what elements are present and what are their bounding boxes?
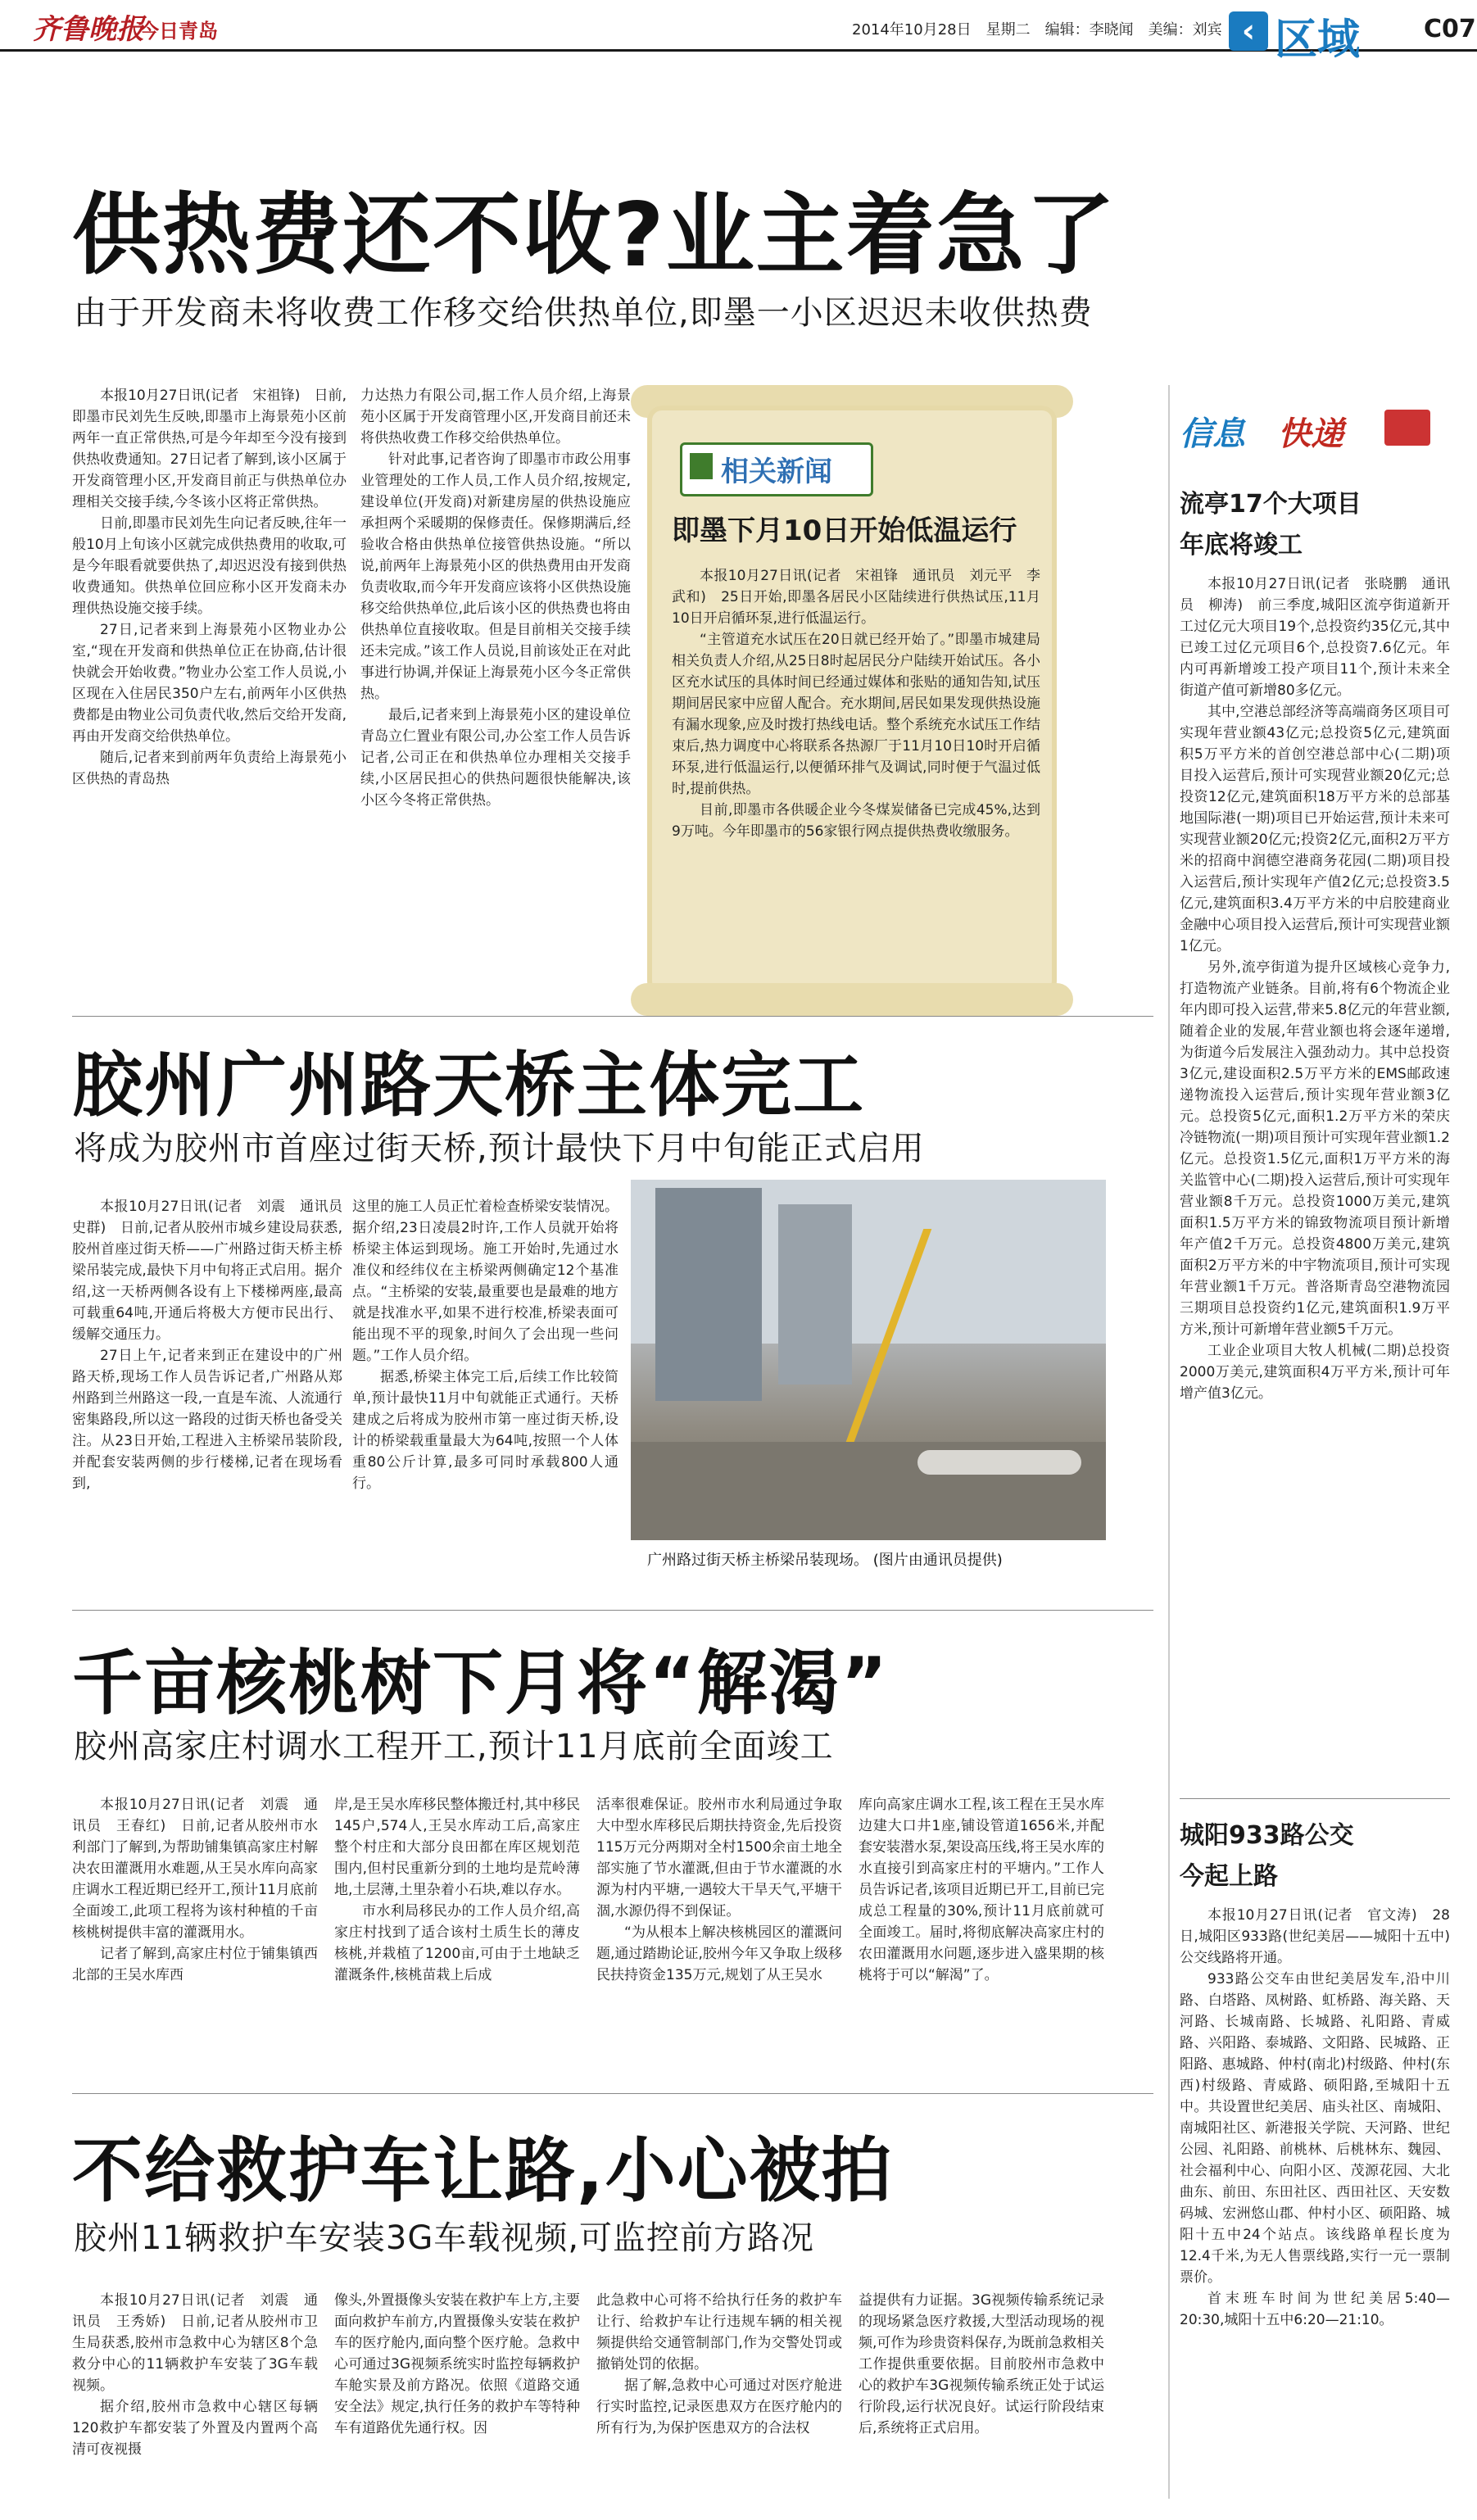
info-banner-red: 快递: [1278, 415, 1343, 453]
article1-col1: [72, 385, 347, 991]
scroll-bottom-roll: [631, 983, 1073, 1016]
paragraph: 随后,记者来到前两年负责给上海景苑小区供热的青岛热: [72, 750, 347, 787]
newspaper-brand: 齐鲁晚报: [33, 13, 144, 46]
section-separator: [72, 2093, 1153, 2094]
article3-col4: [859, 1794, 1104, 2073]
sidebar-news1-title-line2: 年底将竣工: [1180, 531, 1303, 560]
paragraph: 像头,外置摄像头安装在救护车上方,主要面向救护车前方,内置摄像头安装在救护车的医疗舱内,面向整个医疗舱。急救中心可通过3G视频系统实时监控每辆救护车舱实景及前方路况。依照《道路交通安全法》规定,执行任务的救护车等特种车有道路优先通行权。因: [334, 2292, 580, 2436]
photo-caption: 广州路过街天桥主桥梁吊装现场。 (图片由通讯员提供): [647, 1552, 1003, 1569]
related-news-body: [672, 565, 1040, 975]
paragraph: 据悉,桥梁主体完工后,后续工作比较简单,预计最快11月中旬就能正式通行。天桥建成之后将成为胶州市第一座过街天桥,设计的桥梁载重量最大为64吨,按照一个人体重80公斤计算,最多可同时承载800人通行。: [352, 1369, 618, 1492]
pencil-icon: [690, 453, 713, 479]
sidebar-news1-title-line1: 流亭17个大项目: [1180, 490, 1361, 519]
section-separator: [72, 1610, 1153, 1611]
article3-headline: 千亩核桃树下月将“解渴”: [72, 1643, 890, 1725]
paragraph: “主管道充水试压在20日就已经开始了。”即墨市城建局相关负责人介绍,从25日8时起居民分户陆续开始试压。各小区充水试压的具体时间已经通过媒体和张贴的通知告知,试压期间居民家中应留人配合。充水期间,居民如果发现供热设施有漏水现象,应及时拨打热线电话。整个系统充水试压工作结束后,热力调度中心将联系各热源厂于11月10日10时开启循环泵,进行低温运行,以便循环排气及调试,同时便于气温过低时,提前供热。: [672, 632, 1040, 797]
article3-subhead: 胶州高家庄村调水工程开工,预计11月底前全面竣工: [74, 1728, 834, 1765]
article4-col1: [72, 2290, 318, 2511]
article1-headline: 供热费还不收?业主着急了: [72, 184, 1117, 287]
photo-building: [655, 1188, 762, 1401]
article2-col2: [352, 1196, 618, 1589]
related-news-title: 即墨下月10日开始低温运行: [672, 514, 1017, 547]
paragraph: 本报10月27日讯(记者 宋祖锋) 日前,即墨市民刘先生反映,即墨市上海景苑小区前两年一直正常供热,可是今年却至今没有接到供热收费通知。27日记者了解到,该小区属于开发商管理小区,开发商目前正与供热单位办理相关交接手续,今冬该小区将正常供热。: [72, 388, 347, 510]
paragraph: 这里的施工人员正忙着检查桥梁安装情况。据介绍,23日凌晨2时许,工作人员就开始将桥梁主体运到现场。施工开始时,先通过水准仪和经纬仪在主桥梁两侧确定12个基准点。“主桥梁的安装,最重要也是最难的地方就是找准水平,如果不进行校准,桥梁表面可能出现不平的现象,时间久了会出现一些问题。”工作人员介绍。: [352, 1199, 618, 1364]
sidebar-news2-body: [1180, 1905, 1450, 2507]
section-label: 区域: [1275, 16, 1361, 65]
paragraph: 本报10月27日讯(记者 张晓鹏 通讯员 柳涛) 前三季度,城阳区流亭街道新开工过亿元大项目19个,总投资约35亿元,其中已竣工过亿元项目6个,总投资7.6亿元。年内可再新增竣工投产项目11个,预计未来全街道产值可新增80多亿元。: [1180, 576, 1450, 699]
paragraph: 此急救中心可将不给执行任务的救护车让行、给救护车让行违规车辆的相关视频提供给交通管制部门,作为交警处罚或撤销处罚的依据。: [596, 2292, 842, 2373]
sidebar-separator: [1180, 1798, 1450, 1799]
sidebar-news2-title-line2: 今起上路: [1180, 1862, 1278, 1891]
page-number: C07: [1424, 15, 1476, 43]
paragraph: 日前,即墨市民刘先生向记者反映,往年一般10月上旬该小区就完成供热费用的收取,可是今年眼看就要供热了,却迟迟没有接到供热收费通知。供热单位回应称小区开发商未办理供热设施交接手续。: [72, 515, 347, 617]
article2-col1: [72, 1196, 356, 1589]
paragraph: 据了解,急救中心可通过对医疗舱进行实时监控,记录医患双方在医疗舱内的所有行为,为保护医患双方的合法权: [596, 2377, 842, 2436]
paragraph: 另外,流亭街道为提升区域核心竞争力,打造物流产业链条。目前,将有6个物流企业年内即可投入运营,带来5.8亿元的年营业额,随着企业的发展,年营业额也将会逐年递增,为街道今后发展注入强劲动力。其中总投资3亿元,建设面积2.5万平方米的EMS邮政速递物流投入运营后,预计实现年营业额3亿元。总投资5亿元,面积1.2万平方米的荣庆冷链物流(一期)项目预计可实现年营业额1.2亿元。总投资1.5亿元,面积1万平方米的海关监管中心(二期)投入运营后,预计可实现年营业额8千万元。总投资1000万美元,建筑面积1.5万平方米的锦致物流项目预计新增年产值2千万元。总投资4800万美元,建筑面积2万平方米的中宇物流项目,预计可实现年营业额1千万元。普洛斯青岛空港物流园三期项目总投资约1亿元,建筑面积1.9万平方米,预计可新增年营业额5千万元。: [1180, 959, 1450, 1338]
article2-subhead: 将成为胶州市首座过街天桥,预计最快下月中旬能正式启用: [74, 1130, 925, 1167]
paragraph: 本报10月27日讯(记者 刘震 通讯员 王春红) 日前,记者从胶州市水利部门了解到,为帮助铺集镇高家庄村解决农田灌溉用水难题,从王吴水库向高家庄调水工程近期已经开工,预计11月底前全面竣工,此项工程将为该村种植的千亩核桃树提供丰富的灌溉用水。: [72, 1797, 318, 1941]
paragraph: 市水利局移民办的工作人员介绍,高家庄村找到了适合该村土质生长的薄皮核桃,并栽植了1200亩,可由于土地缺乏灌溉条件,核桃苗栽上后成: [334, 1903, 580, 1983]
article3-col2: [334, 1794, 580, 2073]
paragraph: 据介绍,胶州市急救中心辖区每辆120救护车都安装了外置及内置两个高清可夜视摄: [72, 2399, 318, 2458]
paragraph: 岸,是王吴水库移民整体搬迁村,其中移民145户,574人,王吴水库动工后,高家庄整个村庄和大部分良田都在库区规划范围内,但村民重新分到的土地均是荒岭薄地,土层薄,土里杂着小石块,难以存水。: [334, 1797, 580, 1898]
photo-bridge-beam: [917, 1450, 1081, 1475]
paragraph: 本报10月27日讯(记者 宋祖锋 通讯员 刘元平 李武和) 25日开始,即墨各居民小区陆续进行供热试压,11月10日开启循环泵,进行低温运行。: [672, 568, 1040, 627]
paragraph: 工业企业项目大牧人机械(二期)总投资2000万美元,建筑面积4万平方米,预计可年增产值3亿元。: [1180, 1343, 1450, 1402]
paragraph: 27日,记者来到上海景苑小区物业办公室,“现在开发商和供热单位正在协商,估计很快就会开始收费。”物业办公室工作人员说,小区现在入住居民350户左右,前两年小区供热费都是由物业公司负责代收,然后交给开发商,再由开发商交给供热单位。: [72, 622, 347, 745]
paragraph: 本报10月27日讯(记者 官文涛) 28日,城阳区933路(世纪美居——城阳十五中)公交线路将开通。: [1180, 1907, 1450, 1966]
back-arrow-icon: ‹: [1229, 11, 1268, 51]
article2-headline: 胶州广州路天桥主体完工: [72, 1045, 865, 1126]
paragraph: 力达热力有限公司,据工作人员介绍,上海景苑小区属于开发商管理小区,开发商目前还未将供热收费工作移交给供热单位。: [360, 388, 631, 446]
sidebar-news2-title-line1: 城阳933路公交: [1180, 1821, 1354, 1850]
paragraph: 本报10月27日讯(记者 刘震 通讯员 王秀娇) 日前,记者从胶州市卫生局获悉,胶州市急救中心为辖区8个急救分中心的11辆救护车安装了3G车载视频。: [72, 2292, 318, 2394]
paragraph: 933路公交车由世纪美居发车,沿中川路、白塔路、凤树路、虹桥路、海关路、天河路、长城南路、长城路、礼阳路、青威路、兴阳路、泰城路、文阳路、民城路、正阳路、惠城路、仲村(南北)村级路、仲村(东西)村级路、青威路、硕阳路,至城阳十五中。共设置世纪美居、庙头社区、南城阳、南城阳社区、新港报关学院、天河路、世纪公园、礼阳路、前桃林、后桃林东、魏园、社会福利中心、向阳小区、茂源花园、大北曲东、前田、东田社区、西田社区、天安数码城、宏洲悠山郡、仲村小区、硕阳路、城阳十五中24个站点。该线路单程长度为12.4千米,为无人售票线路,实行一元一票制票价。: [1180, 1971, 1450, 2286]
paragraph: 针对此事,记者咨询了即墨市市政公用事业管理处的工作人员,工作人员介绍,按规定,建设单位(开发商)对新建房屋的供热设施应承担两个采暖期的保修责任。保修期满后,经验收合格由供热单位接管供热设施。“所以说,前两年上海景苑小区的供热费用由开发商负责收取,而今年开发商应该将小区供热设施移交给供热单位,此后该小区的供热费也将由供热单位直接收取。但是目前相关交接手续还未完成。”该工作人员说,目前该处正在对此事进行协调,并保证上海景苑小区今冬正常供热。: [360, 451, 631, 702]
paragraph: 库向高家庄调水工程,该工程在王吴水库边建大口井1座,铺设管道1656米,并配套安装潜水泵,架设高压线,将王吴水库的水直接引到高家庄村的平塘内。”工作人员告诉记者,该项目近期已开工,目前已完成总工程量的30%,预计11月底前就可全面竣工。届时,将彻底解决高家庄村的农田灌溉用水问题,逐步进入盛果期的核桃将于可以“解渴”了。: [859, 1797, 1104, 1983]
info-banner-blue: 信息: [1180, 415, 1245, 453]
paragraph: 目前,即墨市各供暖企业今冬煤炭储备已完成45%,达到9万吨。今年即墨市的56家银行网点提供热费收缴服务。: [672, 802, 1040, 840]
article4-col4: [859, 2290, 1104, 2511]
article4-col2: [334, 2290, 580, 2511]
paragraph: 最后,记者来到上海景苑小区的建设单位青岛立仁置业有限公司,办公室工作人员告诉记者,公司正在和供热单位办理相关交接手续,小区居民担心的供热问题很快能解决,该小区今冬将正常供热。: [360, 707, 631, 809]
paragraph: “为从根本上解决核桃园区的灌溉问题,通过踏勘论证,胶州今年又争取上级移民扶持资金135万元,规划了从王吴水: [596, 1924, 842, 1983]
article4-col3: [596, 2290, 842, 2511]
article1-col2: [360, 385, 631, 991]
article3-col1: [72, 1794, 318, 2073]
paragraph: 记者了解到,高家庄村位于铺集镇西北部的王吴水库西: [72, 1946, 318, 1983]
dateline: 2014年10月28日 星期二 编辑：李晓闻 美编：刘宾: [852, 21, 1222, 39]
paragraph: 本报10月27日讯(记者 刘震 通讯员 史群) 日前,记者从胶州市城乡建设局获悉,胶州首座过街天桥——广州路过街天桥主桥梁吊装完成,最快下月中旬将正式启用。据介绍,这一天桥两侧各设有上下楼梯两座,最高可载重64吨,开通后将极大方便市民出行、缓解交通压力。: [72, 1199, 356, 1343]
paragraph: 其中,空港总部经济等高端商务区项目可实现年营业额43亿元;总投资5亿元,建筑面积5万平方米的首创空港总部中心(二期)项目投入运营后,预计可实现营业额20亿元;总投资12亿元,建筑面积18万平方米的总部基地国际港(一期)项目已开始运营,预计未来可实现营业额20亿元;投资2亿元,面积2万平方米的招商中润德空港商务花园(二期)项目投入运营后,预计实现年产值2亿元;总投资3.5亿元,建筑面积3.4万平方米的中启胶建商业金融中心项目投入运营后,预计可实现营业额1亿元。: [1180, 704, 1450, 954]
envelope-icon: [1384, 410, 1430, 446]
photo-building: [778, 1204, 852, 1385]
related-news-tag-label: 相关新闻: [721, 456, 832, 488]
article4-subhead: 胶州11辆救护车安装3G车载视频,可监控前方路况: [74, 2219, 815, 2257]
paragraph: 活率很难保证。胶州市水利局通过争取大中型水库移民后期扶持资金,先后投资115万元分两期对全村1500余亩土地全部实施了节水灌溉,但由于节水灌溉的水源为村内平塘,一遇较大干旱天气,平塘干涸,水源仍得不到保证。: [596, 1797, 842, 1919]
section-separator: [72, 1016, 1153, 1017]
edition-name: 今日青岛: [139, 20, 218, 43]
sidebar-divider: [1168, 385, 1170, 2499]
sidebar-news1-body: [1180, 573, 1450, 1794]
paragraph: 益提供有力证据。3G视频传输系统记录的现场紧急医疗救援,大型活动现场的视频,可作为珍贵资料保存,为既前急救相关工作提供重要依据。目前胶州市急救中心的救护车3G视频传输系统正处于试运行阶段,运行状况良好。试运行阶段结束后,系统将正式启用。: [859, 2292, 1104, 2436]
article3-col3: [596, 1794, 842, 2073]
paragraph: 首末班车时间为世纪美居5:40—20:30,城阳十五中6:20—21:10。: [1180, 2291, 1450, 2328]
article4-headline: 不给救护车让路,小心被拍: [72, 2130, 894, 2212]
article1-subhead: 由于开发商未将收费工作移交给供热单位,即墨一小区迟迟未收供热费: [74, 294, 1093, 332]
paragraph: 27日上午,记者来到正在建设中的广州路天桥,现场工作人员告诉记者,广州路从郑州路到兰州路这一段,一直是车流、人流通行密集路段,所以这一路段的过街天桥也备受关注。从23日开始,工程进入主桥梁吊装阶段,并配套安装两侧的步行楼梯,记者在现场看到,: [72, 1348, 342, 1492]
